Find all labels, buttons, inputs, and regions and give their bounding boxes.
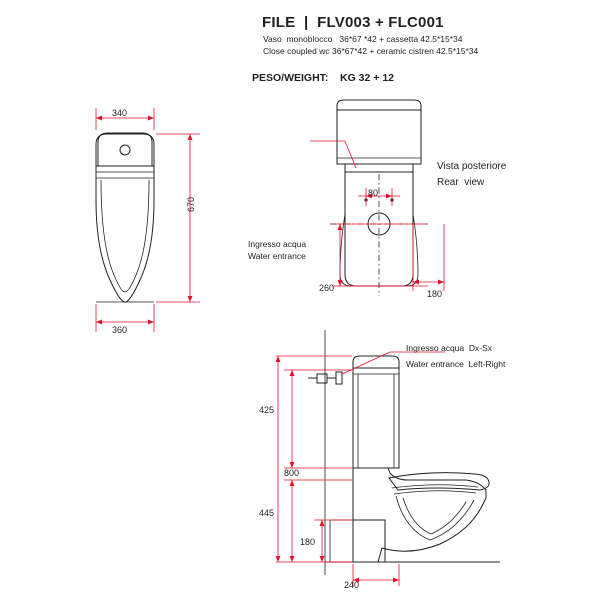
subtitle-italian: Vaso monoblocco 36*67 *42 + cassetta 42.5*15*34 (263, 34, 463, 44)
plan-view-drawing (60, 100, 280, 350)
side-view-drawing (270, 330, 590, 595)
dimension-240: 240 (344, 580, 360, 590)
dimension-180-rear: 180 (427, 289, 443, 299)
weight-label: PESO/WEIGHT: (252, 72, 329, 84)
weight-value: KG 32 + 12 (340, 72, 394, 84)
water-entrance-label-it: Ingresso acqua (248, 239, 307, 249)
dimension-340: 340 (112, 108, 128, 118)
dimension-360: 360 (112, 325, 128, 335)
subtitle-english: Close coupled wc 36*67*42 + ceramic cistren 42.5*15*34 (263, 46, 479, 56)
water-entrance-lr-label-en: Water entrance Left-Right (406, 359, 506, 369)
dimension-800: 800 (284, 468, 300, 478)
rear-view-label-en: Rear view (437, 177, 485, 188)
dimension-80: 80 (368, 188, 379, 198)
dimension-445: 445 (259, 508, 275, 518)
dimension-180-side: 180 (300, 537, 316, 547)
water-entrance-label-en: Water entrance (248, 251, 306, 261)
rear-view-drawing (310, 96, 540, 311)
page-title: FILE | FLV003 + FLC001 (262, 14, 444, 31)
rear-view-label-it: Vista posteriore (437, 161, 507, 172)
dimension-670: 670 (186, 196, 196, 212)
water-entrance-lr-label-it: Ingresso acqua Dx-Sx (406, 343, 492, 353)
dimension-425: 425 (259, 405, 275, 415)
dimension-260: 260 (319, 283, 335, 293)
